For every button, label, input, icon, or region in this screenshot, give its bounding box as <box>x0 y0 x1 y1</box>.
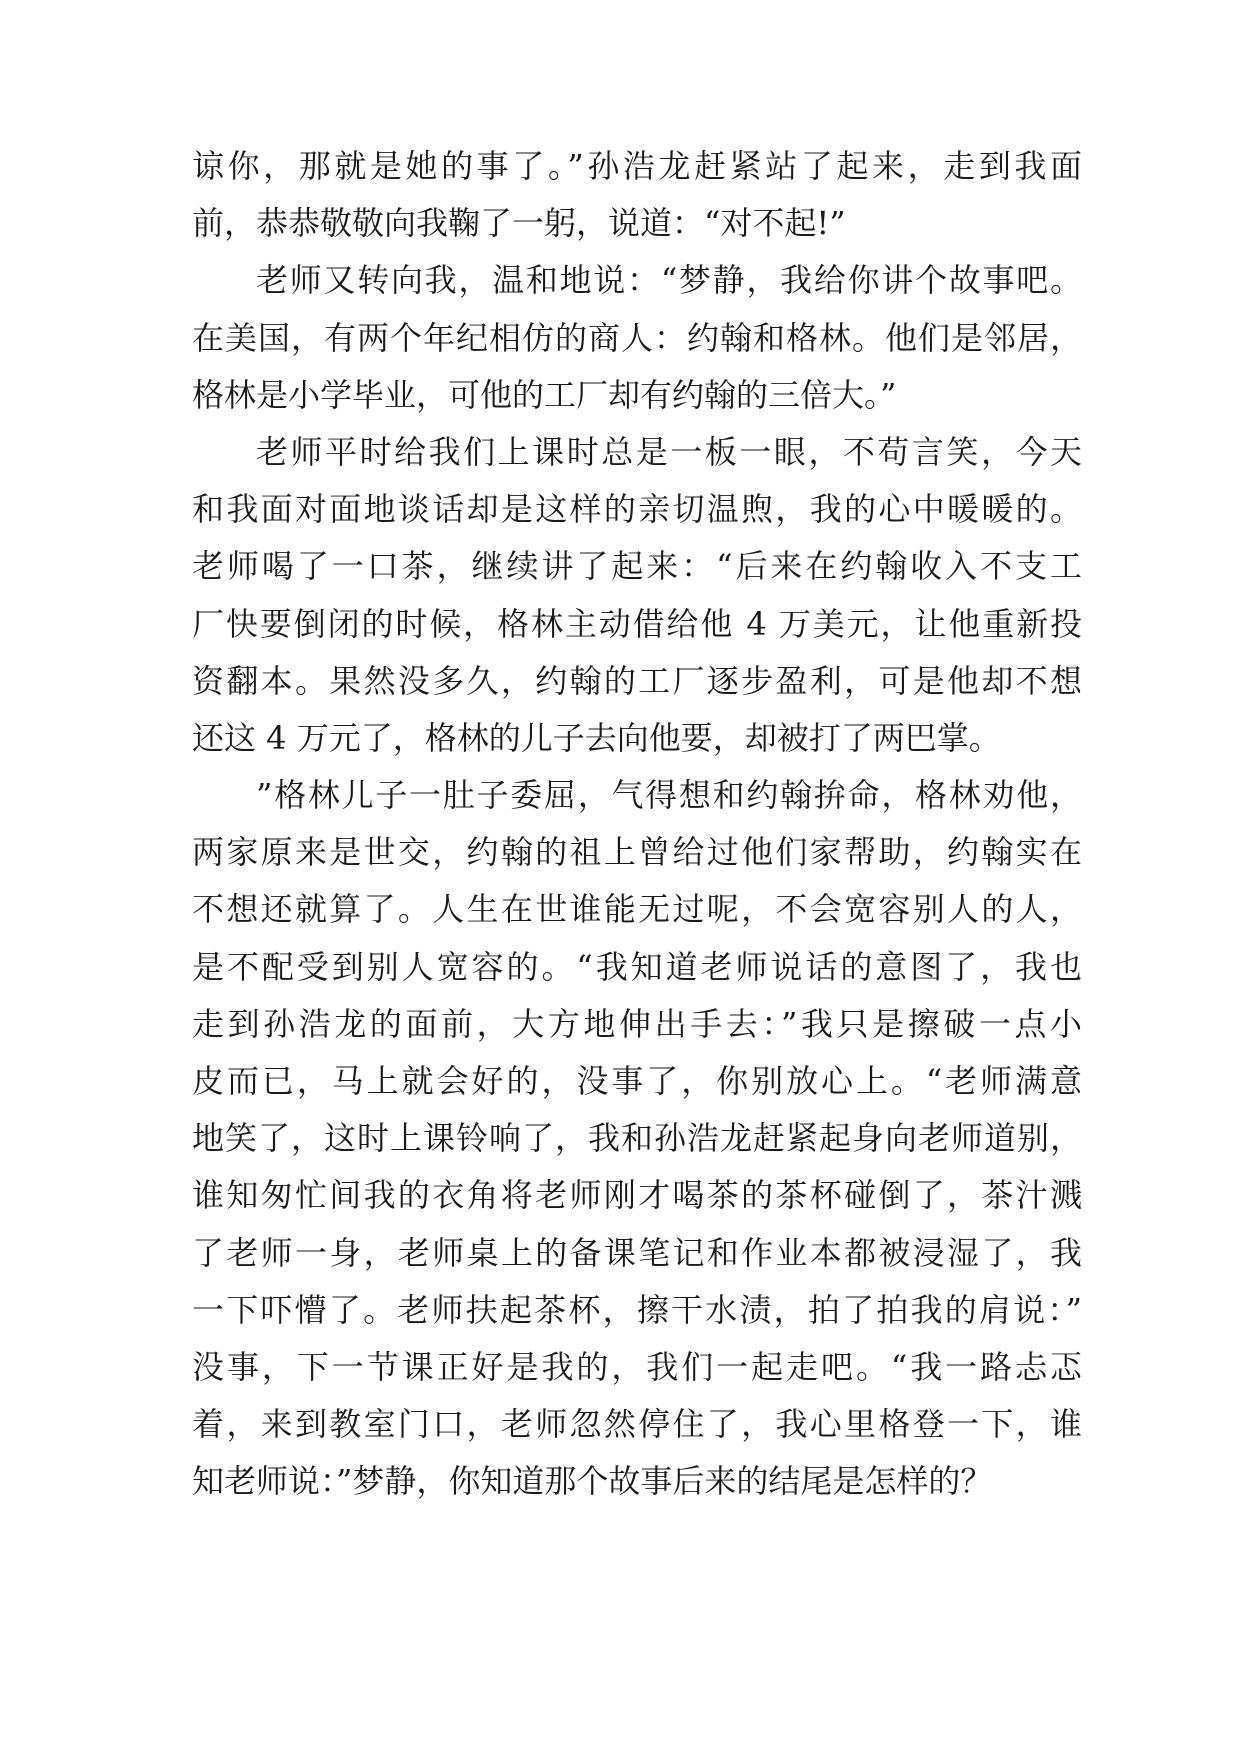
text-line: 厂快要倒闭的时候，格林主动借给他 4 万美元，让他重新投 <box>192 604 1082 643</box>
text-line: 格林是小学毕业，可他的工厂却有约翰的三倍大。” <box>192 375 897 414</box>
text-line: 知老师说：”梦静，你知道那个故事后来的结尾是怎样的？ <box>192 1462 993 1501</box>
text-line: 不想还就算了。人生在世谁能无过呢，不会宽容别人的人， <box>192 890 1082 929</box>
text-line: 没事，下一节课正好是我的，我们一起走吧。“我一路忐忑 <box>192 1347 1082 1386</box>
text-line: 皮而已，马上就会好的，没事了，你别放心上。“老师满意 <box>192 1062 1082 1100</box>
text-line: 是不配受到别人宽容的。“我知道老师说话的意图了，我也 <box>192 947 1082 986</box>
text-line: 地笑了，这时上课铃响了，我和孙浩龙赶紧起身向老师道别， <box>192 1119 1082 1158</box>
paragraph-start-line: 老师平时给我们上课时总是一板一眼，不苟言笑，今天 <box>256 432 1082 471</box>
text-line: 着，来到教室门口，老师忽然停住了，我心里格登一下，谁 <box>192 1405 1082 1444</box>
text-line: 在美国，有两个年纪相仿的商人：约翰和格林。他们是邻居， <box>192 318 1082 357</box>
text-line: 走到孙浩龙的面前，大方地伸出手去：”我只是擦破一点小 <box>192 1004 1082 1043</box>
text-line: 还这 4 万元了，格林的儿子去向他要，却被打了两巴掌。 <box>192 718 1001 757</box>
text-line: 资翻本。果然没多久，约翰的工厂逐步盈利，可是他却不想 <box>192 661 1082 700</box>
body-text <box>192 138 1082 1511</box>
text-line: 两家原来是世交，约翰的祖上曾给过他们家帮助，约翰实在 <box>192 833 1082 872</box>
paragraph-start-line: 老师又转向我，温和地说：“梦静，我给你讲个故事吧。 <box>256 261 1082 300</box>
text-line: 一下吓懵了。老师扶起茶杯，擦干水渍，拍了拍我的肩说：” <box>192 1290 1082 1329</box>
text-line: 和我面对面地谈话却是这样的亲切温煦，我的心中暖暖的。 <box>192 490 1082 529</box>
text-line: 谁知匆忙间我的衣角将老师刚才喝茶的茶杯碰倒了，茶汁溅 <box>192 1176 1082 1215</box>
paragraph-start-line: ”格林儿子一肚子委屈，气得想和约翰拚命，格林劝他， <box>256 776 1082 815</box>
text-line: 谅你，那就是她的事了。”孙浩龙赶紧站了起来，走到我面 <box>192 147 1082 185</box>
text-line: 了老师一身，老师桌上的备课笔记和作业本都被浸湿了，我 <box>192 1233 1082 1272</box>
text-line: 老师喝了一口茶，继续讲了起来：“后来在约翰收入不支工 <box>192 547 1082 586</box>
text-line: 前，恭恭敬敬向我鞠了一躬，说道：“对不起!” <box>192 204 846 243</box>
